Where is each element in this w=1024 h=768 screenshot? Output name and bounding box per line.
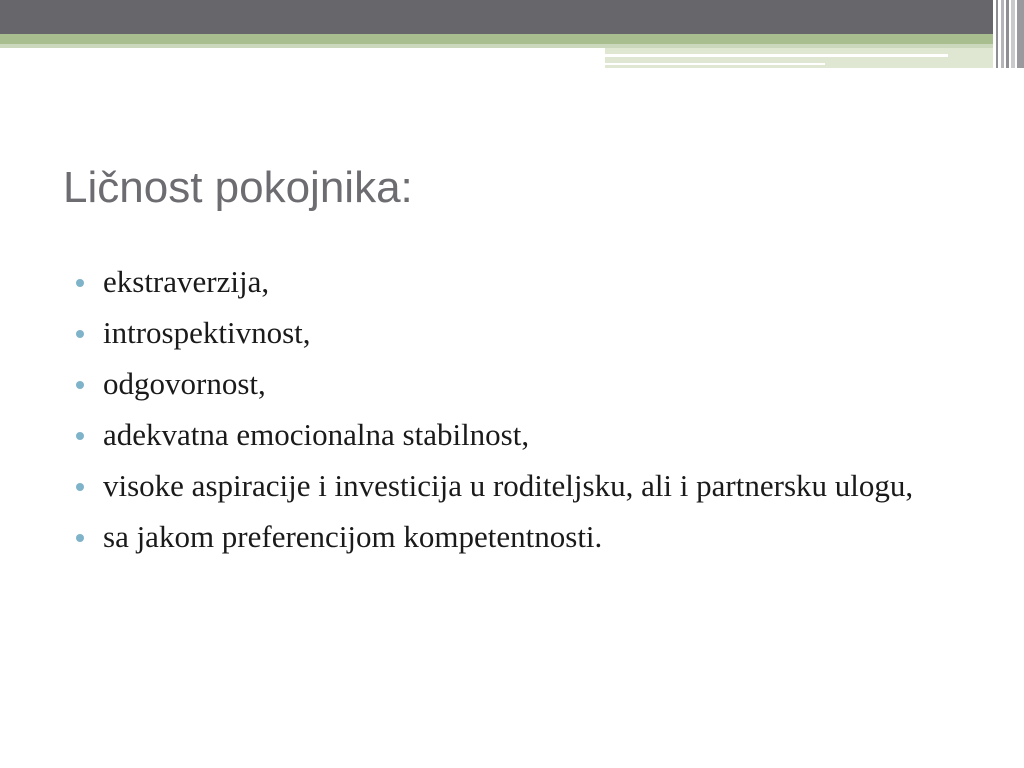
- list-item-text: sa jakom preferencijom kompetentnosti.: [103, 519, 603, 554]
- header-green-band: [0, 34, 1024, 44]
- bullet-dot-icon: [76, 330, 84, 338]
- header-dark-band: [0, 0, 1024, 34]
- slide-title: Ličnost pokojnika:: [63, 163, 413, 212]
- list-item: [76, 517, 976, 557]
- header-accent-line: [605, 54, 948, 57]
- list-item-text: introspektivnost,: [103, 315, 311, 350]
- list-item: [76, 313, 976, 353]
- list-item-text: visoke aspiracije i investicija u roditeljsku, ali i partnersku ulogu,: [103, 468, 914, 503]
- list-item-text: ekstraverzija,: [103, 264, 270, 299]
- header-accent-line: [605, 63, 825, 65]
- list-item: [76, 466, 976, 506]
- bullet-dot-icon: [76, 279, 84, 287]
- header-right-accent: [605, 48, 1024, 68]
- bullet-dot-icon: [76, 483, 84, 491]
- list-item: [76, 415, 976, 455]
- list-item: [76, 364, 976, 404]
- bullet-dot-icon: [76, 381, 84, 389]
- list-item-text: adekvatna emocionalna stabilnost,: [103, 417, 530, 452]
- list-item-text: odgovornost,: [103, 366, 266, 401]
- bullet-dot-icon: [76, 534, 84, 542]
- list-item: [76, 262, 976, 302]
- bullet-dot-icon: [76, 432, 84, 440]
- header-stripes: [993, 0, 1024, 68]
- bullet-list: [76, 262, 976, 568]
